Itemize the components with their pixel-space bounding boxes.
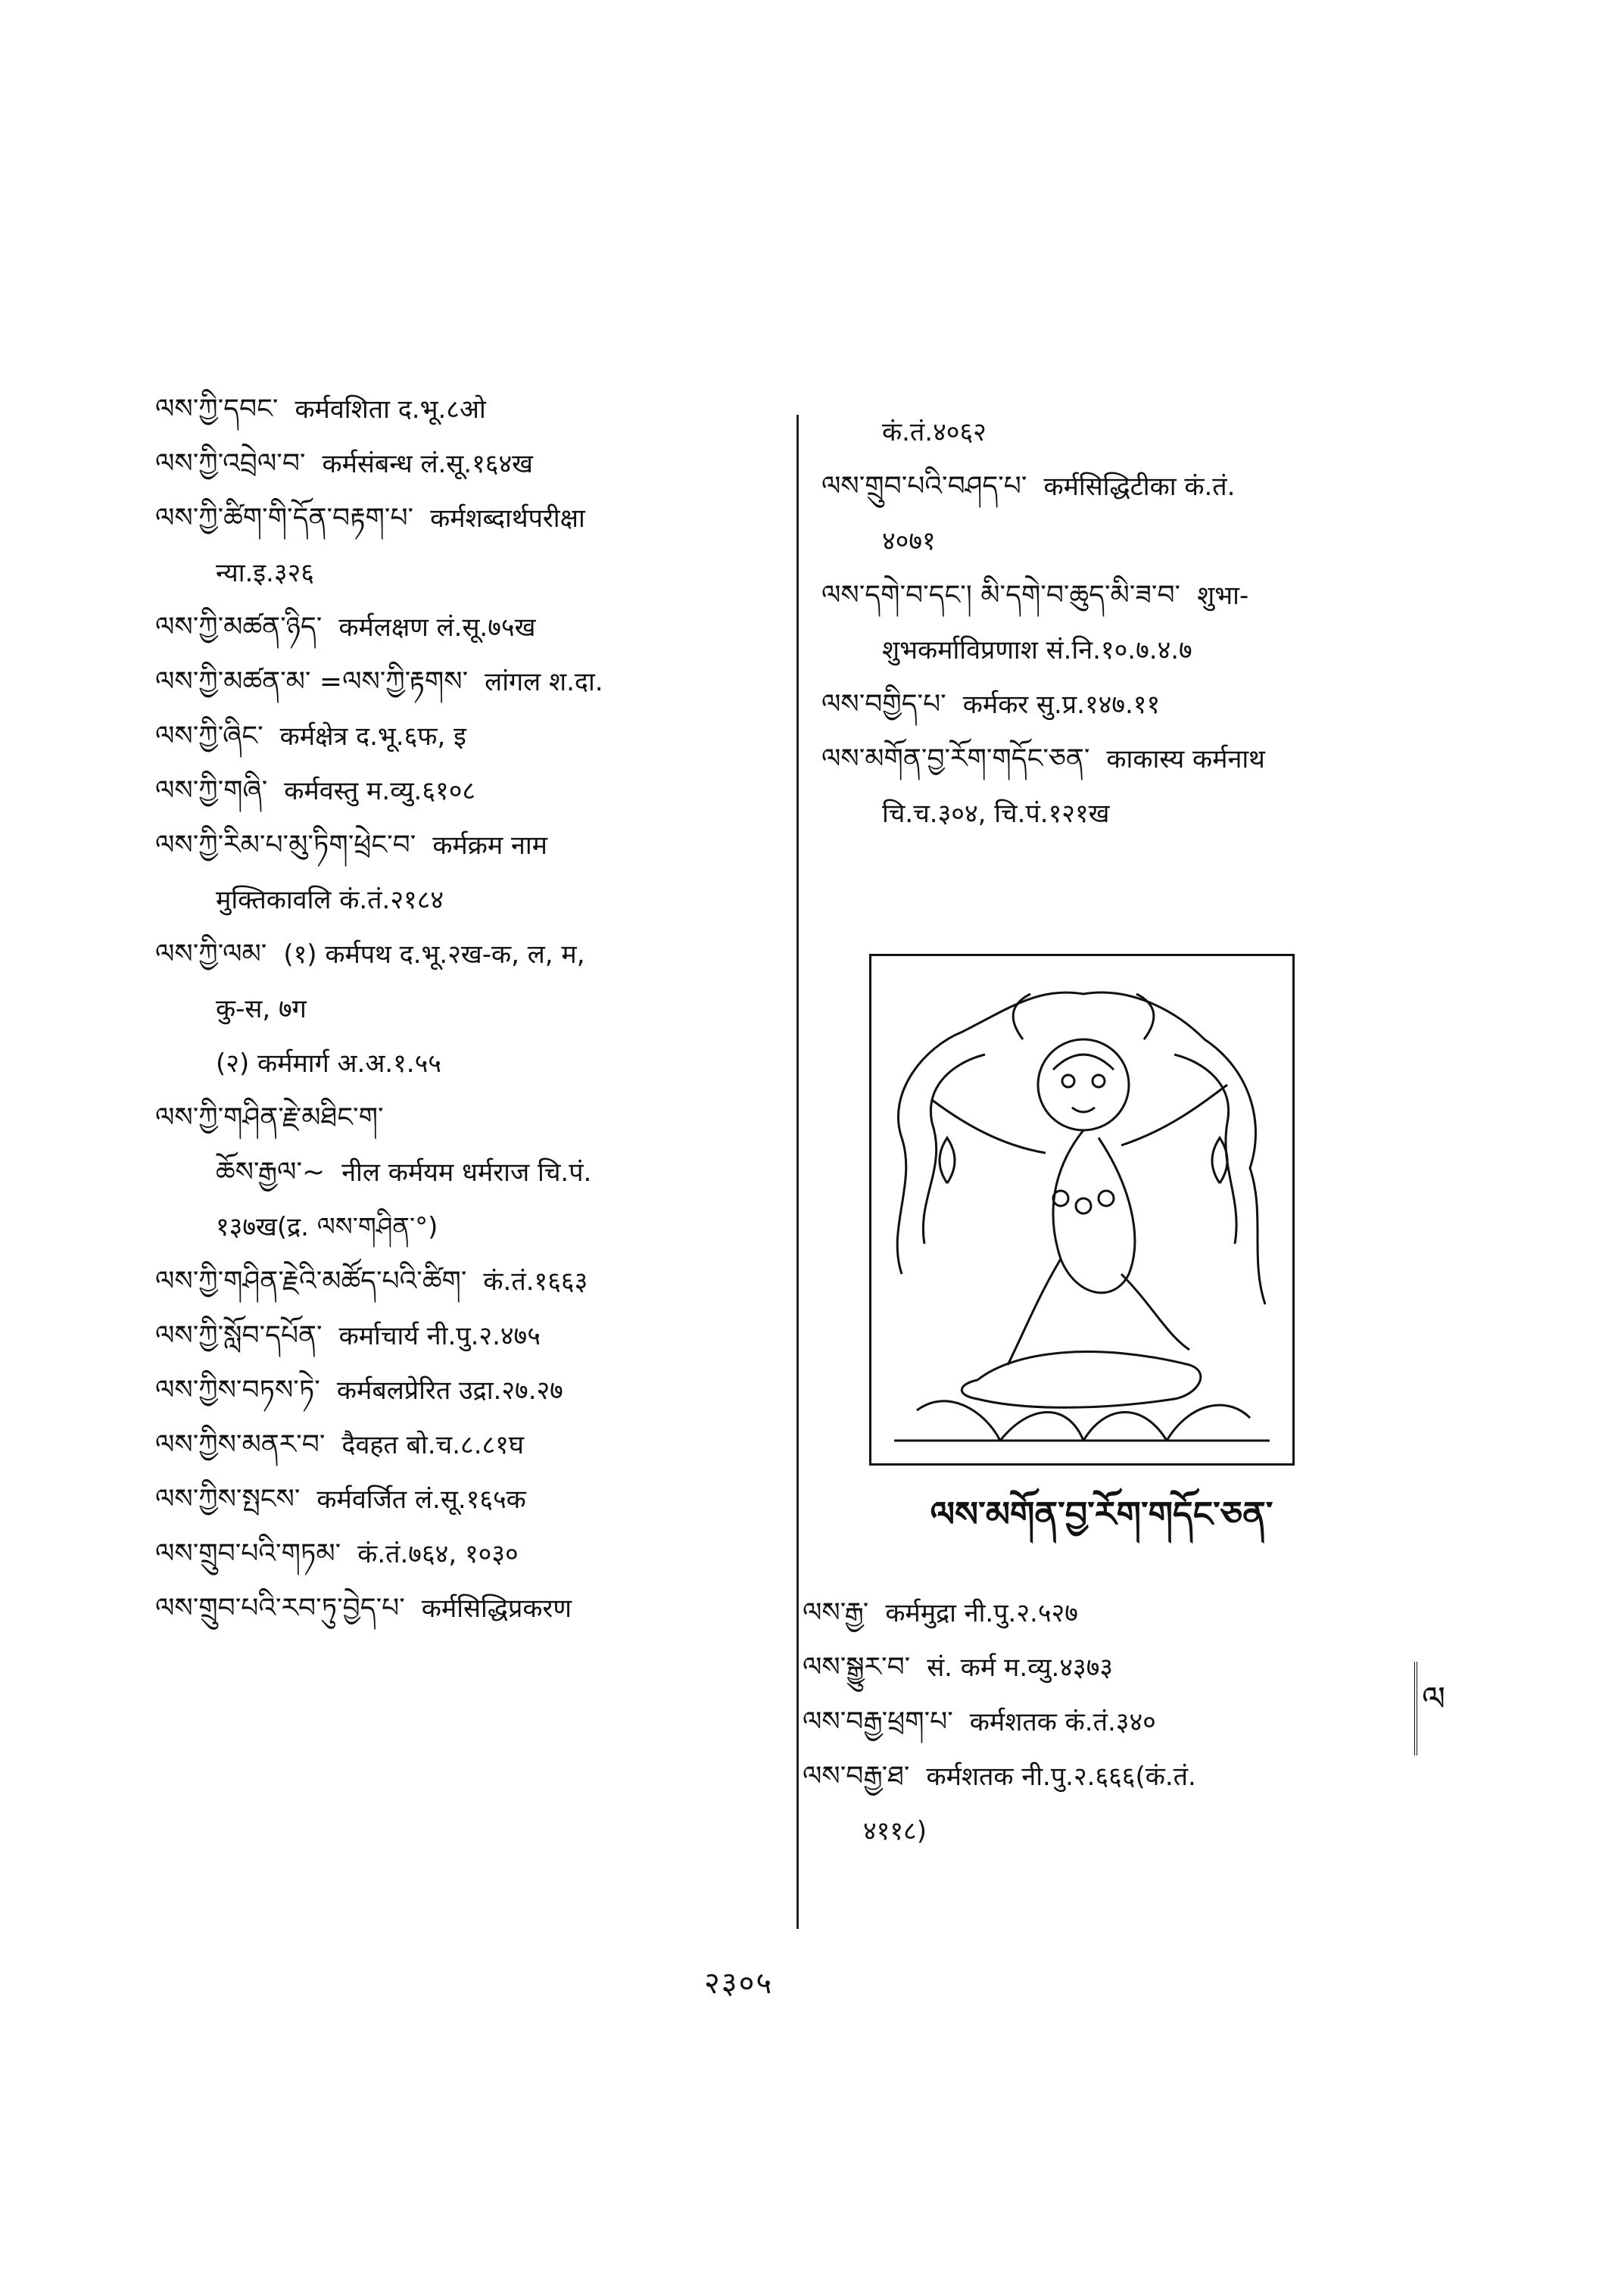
sanskrit-gloss: कर्मशतक नी.पु.२.६६६(कं.तं. bbox=[926, 1762, 1196, 1792]
sanskrit-gloss: (१) कर्मपथ द.भू.२ख-क, ल, म, bbox=[283, 939, 585, 970]
tibetan-term: ལས་མགོན་བྱ་རོག་གདོང་ཅན་ bbox=[821, 743, 1090, 774]
column-divider bbox=[796, 415, 799, 1929]
tibetan-term: ལས་ཀྱི་མཚན་ཉིད་ bbox=[155, 612, 323, 643]
sanskrit-gloss: शुभा- bbox=[1197, 581, 1249, 611]
entry bbox=[155, 1309, 784, 1363]
right-column-lower bbox=[803, 1586, 1484, 1858]
sanskrit-gloss: कर्माचार्य नी.पु.२.४७५ bbox=[338, 1321, 541, 1351]
entry bbox=[155, 382, 784, 437]
tibetan-term: ལས་རྒྱ་ bbox=[803, 1597, 869, 1628]
entry bbox=[155, 1091, 784, 1145]
tibetan-term: ལས་བརྒྱ་ཕྲག་པ་ bbox=[803, 1706, 953, 1737]
sanskrit-gloss: (२) कर्ममार्ग अ.अ.१.५५ bbox=[216, 1048, 441, 1079]
sanskrit-gloss: नील कर्मयम धर्मराज चि.पं. bbox=[341, 1157, 592, 1188]
tibetan-term: ལས་དགེ་བ་དང་། མི་དགེ་བ་ཆུད་མི་ཟ་བ་ bbox=[821, 580, 1181, 611]
entry bbox=[821, 569, 1488, 678]
sanskrit-gloss: दैवहत बो.च.८.८१घ bbox=[341, 1430, 524, 1460]
continuation: कु-स, ७ग bbox=[216, 994, 307, 1024]
entry bbox=[155, 600, 784, 655]
entry bbox=[155, 1418, 784, 1472]
entry bbox=[155, 437, 784, 491]
tibetan-term: ལས་བརྒྱ་ཐ་ bbox=[803, 1761, 910, 1792]
deity-illustration bbox=[869, 954, 1295, 1466]
tibetan-term: ལས་གྲུབ་པའི་གཏམ་ bbox=[155, 1538, 341, 1569]
entry bbox=[155, 1581, 784, 1636]
entry bbox=[821, 405, 1488, 460]
entry bbox=[821, 678, 1488, 732]
continuation: मुक्तिकावलि कं.तं.२१८४ bbox=[216, 885, 444, 915]
continuation: शुभकर्माविप्रणाश सं.नि.१०.७.४.७ bbox=[882, 635, 1192, 665]
entry bbox=[821, 732, 1488, 841]
tibetan-term: ལས་ཀྱིས་སྤངས་ bbox=[155, 1484, 301, 1515]
sanskrit-gloss: कर्मकर सु.प्र.१४७.११ bbox=[962, 690, 1161, 720]
tibetan-term: ལས་ཀྱི་ཚིག་གི་དོན་བརྟག་པ་ bbox=[155, 503, 414, 534]
sanskrit-gloss: कर्मवस्तु म.व्यु.६१०८ bbox=[284, 776, 476, 806]
sanskrit-gloss: कर्मसिद्धिप्रकरण bbox=[421, 1594, 572, 1624]
sanskrit-gloss: कर्मवर्जित लं.सू.१६५क bbox=[316, 1485, 526, 1515]
tibetan-term: ལས་ཀྱི་གཤིན་རྗེ་མཐིང་ག་ bbox=[155, 1102, 384, 1133]
section-letter-mark: ལ bbox=[1414, 1662, 1445, 1756]
entry bbox=[155, 1472, 784, 1527]
tibetan-term: ལས་ཀྱི་སློབ་དཔོན་ bbox=[155, 1320, 323, 1351]
entry bbox=[155, 491, 784, 600]
tibetan-term: ཆོས་རྒྱལ་~ bbox=[216, 1157, 326, 1188]
tibetan-term: ལས་གྲུབ་པའི་རབ་ཏུ་བྱེད་པ་ bbox=[155, 1593, 405, 1624]
sanskrit-gloss: १३७ख(द्र. ལས་གཤིན་°) bbox=[216, 1212, 438, 1242]
page-number: २३०५ bbox=[704, 1966, 774, 2001]
continuation: न्या.इ.३२६ bbox=[216, 558, 314, 588]
tibetan-term: ལས་ཀྱི་ཞིང་ bbox=[155, 721, 263, 752]
entry bbox=[155, 927, 784, 1036]
tibetan-term: ལས་སྒྱུར་བ་ bbox=[803, 1652, 911, 1683]
entry bbox=[803, 1586, 1484, 1640]
sanskrit-gloss: कर्मक्रम नाम bbox=[432, 830, 548, 861]
tibetan-term: ལས་ཀྱིས་བཏས་ཏེ་ bbox=[155, 1375, 320, 1406]
sanskrit-gloss: कं.तं.७६४, १०३० bbox=[357, 1539, 519, 1569]
sanskrit-gloss: कर्मसिद्धिटीका कं.तं. bbox=[1043, 472, 1236, 502]
tibetan-term: ལས་ཀྱི་འབྲེལ་བ་ bbox=[155, 448, 306, 479]
entry bbox=[155, 1145, 784, 1200]
tibetan-term: ལས་བགྱིད་པ་ bbox=[821, 689, 946, 720]
sanskrit-gloss: कर्मसंबन्ध लं.सू.१६४ख bbox=[322, 449, 533, 479]
entry bbox=[155, 655, 784, 709]
tibetan-term: ལས་ཀྱི་གཞི་ bbox=[155, 775, 268, 806]
right-column bbox=[821, 405, 1488, 841]
entry bbox=[155, 1036, 784, 1091]
sanskrit-gloss: कर्मशब्दार्थपरीक्षा bbox=[430, 503, 585, 534]
entry bbox=[155, 1527, 784, 1581]
sanskrit-gloss: सं. कर्म म.व्यु.४३७३ bbox=[927, 1653, 1114, 1683]
tibetan-term: ལས་ཀྱིས་མནར་བ་ bbox=[155, 1429, 326, 1460]
tibetan-term: ལས་ཀྱི་དབང་ bbox=[155, 394, 279, 425]
sanskrit-gloss: कं.तं.१६६३ bbox=[483, 1266, 588, 1297]
entry bbox=[155, 764, 784, 818]
sanskrit-gloss: कं.तं.४०६२ bbox=[882, 417, 987, 447]
continuation: चि.च.३०४, चि.पं.१२१ख bbox=[882, 799, 1110, 829]
sanskrit-gloss: लांगल श.दा. bbox=[485, 667, 603, 697]
tibetan-term: ལས་ཀྱི་ལམ་ bbox=[155, 939, 267, 970]
left-column bbox=[155, 382, 784, 1636]
sanskrit-gloss: काकास्य कर्मनाथ bbox=[1106, 744, 1265, 774]
entry bbox=[155, 709, 784, 764]
entry bbox=[155, 1254, 784, 1309]
sanskrit-gloss: कर्मवशिता द.भू.८ओ bbox=[295, 394, 486, 425]
tibetan-term: ལས་ཀྱི་མཚན་མ་ =ལས་ཀྱི་རྟགས་ bbox=[155, 666, 469, 697]
figure-caption: ལས་མགོན་བྱ་རོག་གདོང་ཅན་ bbox=[930, 1494, 1273, 1534]
sanskrit-gloss: कर्मलक्षण लं.सू.७५ख bbox=[338, 612, 536, 643]
entry bbox=[155, 818, 784, 927]
entry bbox=[155, 1363, 784, 1418]
sanskrit-gloss: कर्मक्षेत्र द.भू.६फ, इ bbox=[279, 721, 466, 752]
sanskrit-gloss: कर्मबलप्रेरित उद्रा.२७.२७ bbox=[336, 1375, 563, 1406]
tibetan-term: ལས་ཀྱི་རིམ་པ་མུ་ཏིག་ཕྲེང་བ་ bbox=[155, 830, 416, 861]
deity-drawing bbox=[871, 956, 1292, 1463]
continuation: ४०७१ bbox=[882, 526, 936, 556]
sanskrit-gloss: कर्मशतक कं.तं.३४० bbox=[969, 1707, 1156, 1737]
entry bbox=[803, 1749, 1484, 1858]
tibetan-term: ལས་ཀྱི་གཤིན་རྗེའི་མཚོད་པའི་ཚིག་ bbox=[155, 1266, 467, 1297]
entry bbox=[803, 1640, 1484, 1695]
sanskrit-gloss: कर्ममुद्रा नी.पु.२.५२७ bbox=[885, 1598, 1078, 1628]
entry bbox=[803, 1695, 1484, 1749]
entry bbox=[155, 1200, 784, 1254]
continuation: ४११८) bbox=[863, 1816, 927, 1846]
tibetan-term: ལས་གྲུབ་པའི་བཤད་པ་ bbox=[821, 471, 1027, 502]
entry bbox=[821, 460, 1488, 569]
